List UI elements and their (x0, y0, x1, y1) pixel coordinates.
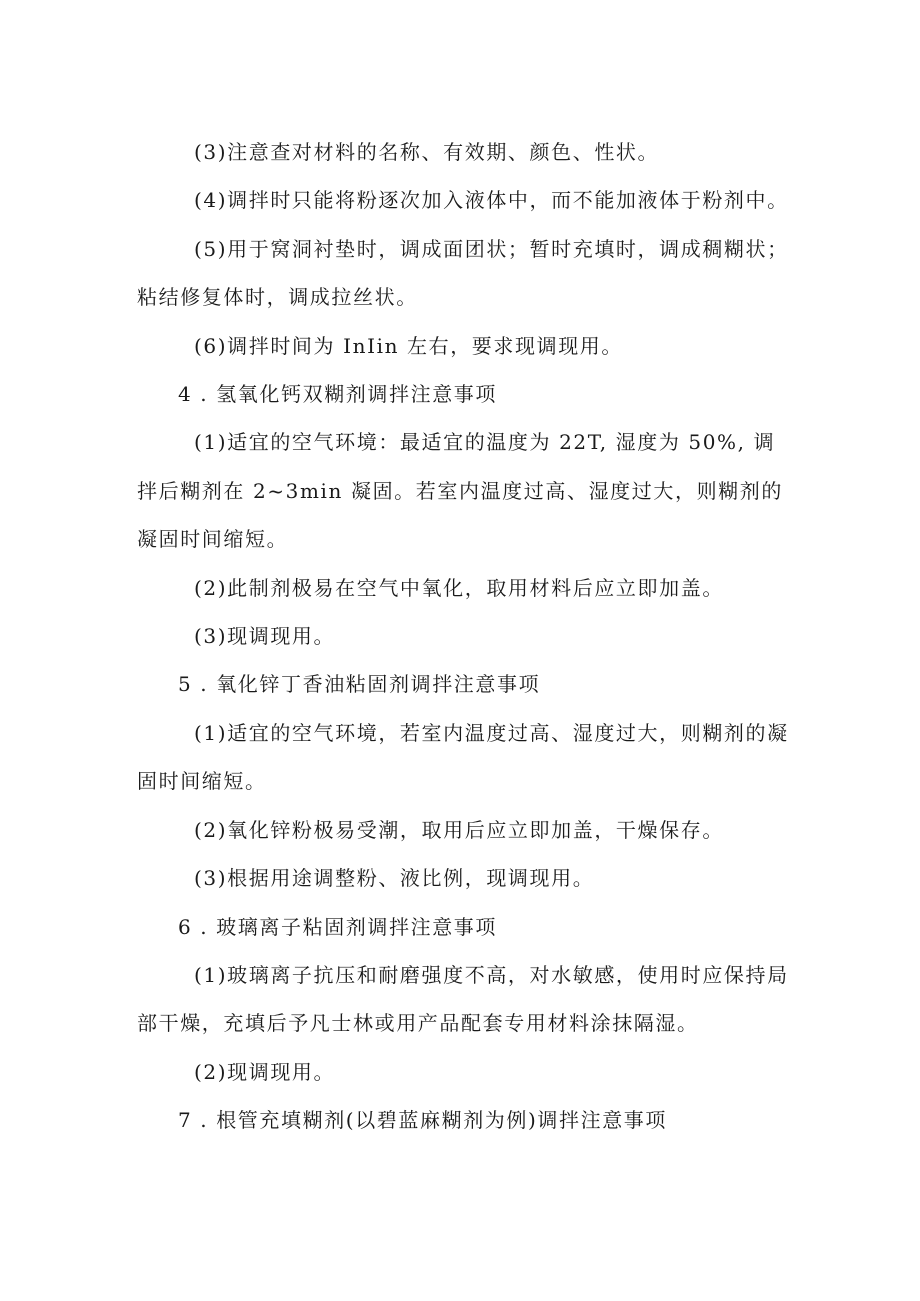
paragraph-s5-item-3-ratio: (3)根据用途调整粉、液比例，现调现用。 (194, 866, 595, 891)
paragraph-s4-item-2-oxidation: (2)此制剂极易在空气中氧化，取用材料后应立即加盖。 (194, 575, 724, 600)
paragraph-item-4-mixing-order: (4)调拌时只能将粉逐次加入液体中，而不能加液体于粉剂中。 (194, 188, 789, 213)
section-heading-6: 6 . 玻璃离子粘固剂调拌注意事项 (178, 914, 497, 939)
paragraph-item-6-mixing-time: (6)调拌时间为 InIin 左右，要求现调现用。 (194, 333, 624, 358)
document-body (137, 128, 792, 1145)
paragraph-s4-item-1-environment: (1)适宜的空气环境：最适宜的温度为 22T, 湿度为 50%, 调拌后糊剂在 2~3min 凝固。若室内温度过高、湿度过大，则糊剂的凝固时间缩短。 (137, 430, 783, 552)
section-heading-5: 5 . 氧化锌丁香油粘固剂调拌注意事项 (178, 672, 541, 697)
section-heading-7: 7 . 根管充填糊剂(以碧蓝麻糊剂为例)调拌注意事项 (178, 1108, 668, 1133)
section-heading-4: 4 . 氢氧化钙双糊剂调拌注意事项 (178, 382, 497, 407)
paragraph-s4-item-3-use-fresh: (3)现调现用。 (194, 624, 336, 649)
paragraph-s6-item-2-use-fresh: (2)现调现用。 (194, 1059, 336, 1084)
paragraph-item-5-consistency: (5)用于窝洞衬垫时，调成面团状；暂时充填时，调成稠糊状；粘结修复体时，调成拉丝状。 (137, 236, 789, 310)
paragraph-s5-item-1-environment: (1)适宜的空气环境，若室内温度过高、湿度过大，则糊剂的凝固时间缩短。 (137, 720, 789, 794)
paragraph-s6-item-1-dryness: (1)玻璃离子抗压和耐磨强度不高，对水敏感，使用时应保持局部干燥，充填后予凡士林或用产品配套专用材料涂抹隔湿。 (137, 962, 789, 1036)
paragraph-s5-item-2-moisture: (2)氧化锌粉极易受潮，取用后应立即加盖，干燥保存。 (194, 817, 724, 842)
paragraph-item-3-check-materials: (3)注意查对材料的名称、有效期、颜色、性状。 (194, 140, 660, 164)
